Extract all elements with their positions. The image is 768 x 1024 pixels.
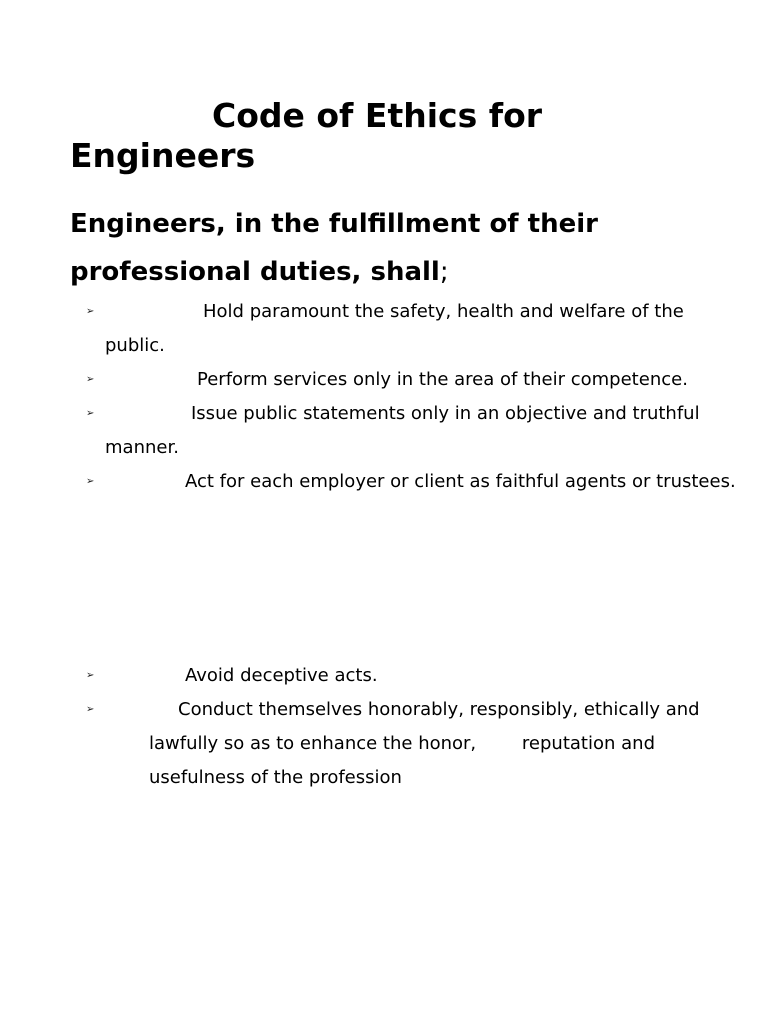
list-item-text: Avoid deceptive acts. (185, 665, 378, 686)
list-item-text: Issue public statements only in an objective and truthful manner. (105, 403, 706, 458)
arrow-bullet-icon: ➢ (86, 704, 95, 715)
list-item (0, 465, 768, 499)
intro-statement (70, 200, 750, 296)
list-item-text: Conduct themselves honorably, responsibly, ethically and lawfully so as to enhance the honor, reputation and usefulness of the profession (149, 699, 706, 788)
arrow-bullet-icon: ➢ (86, 306, 95, 317)
intro-text: Engineers, in the fulfillment of their professional duties, shall (70, 209, 598, 287)
duties-list-secondary (0, 659, 768, 795)
arrow-bullet-icon: ➢ (86, 408, 95, 419)
duties-list-primary (0, 295, 768, 499)
list-item (0, 363, 768, 397)
arrow-bullet-icon: ➢ (86, 670, 95, 681)
list-item-text: Act for each employer or client as faithful agents or trustees. (185, 471, 736, 492)
arrow-bullet-icon: ➢ (86, 476, 95, 487)
list-item-text: Hold paramount the safety, health and welfare of the public. (105, 301, 690, 356)
arrow-bullet-icon: ➢ (86, 374, 95, 385)
list-item (0, 693, 768, 795)
list-item (0, 397, 768, 465)
page-title: Code of Ethics for Engineers (70, 96, 543, 175)
intro-punctuation: ; (439, 257, 449, 287)
list-item (0, 659, 768, 693)
list-item (0, 295, 768, 363)
list-item-text: Perform services only in the area of their competence. (197, 369, 688, 390)
